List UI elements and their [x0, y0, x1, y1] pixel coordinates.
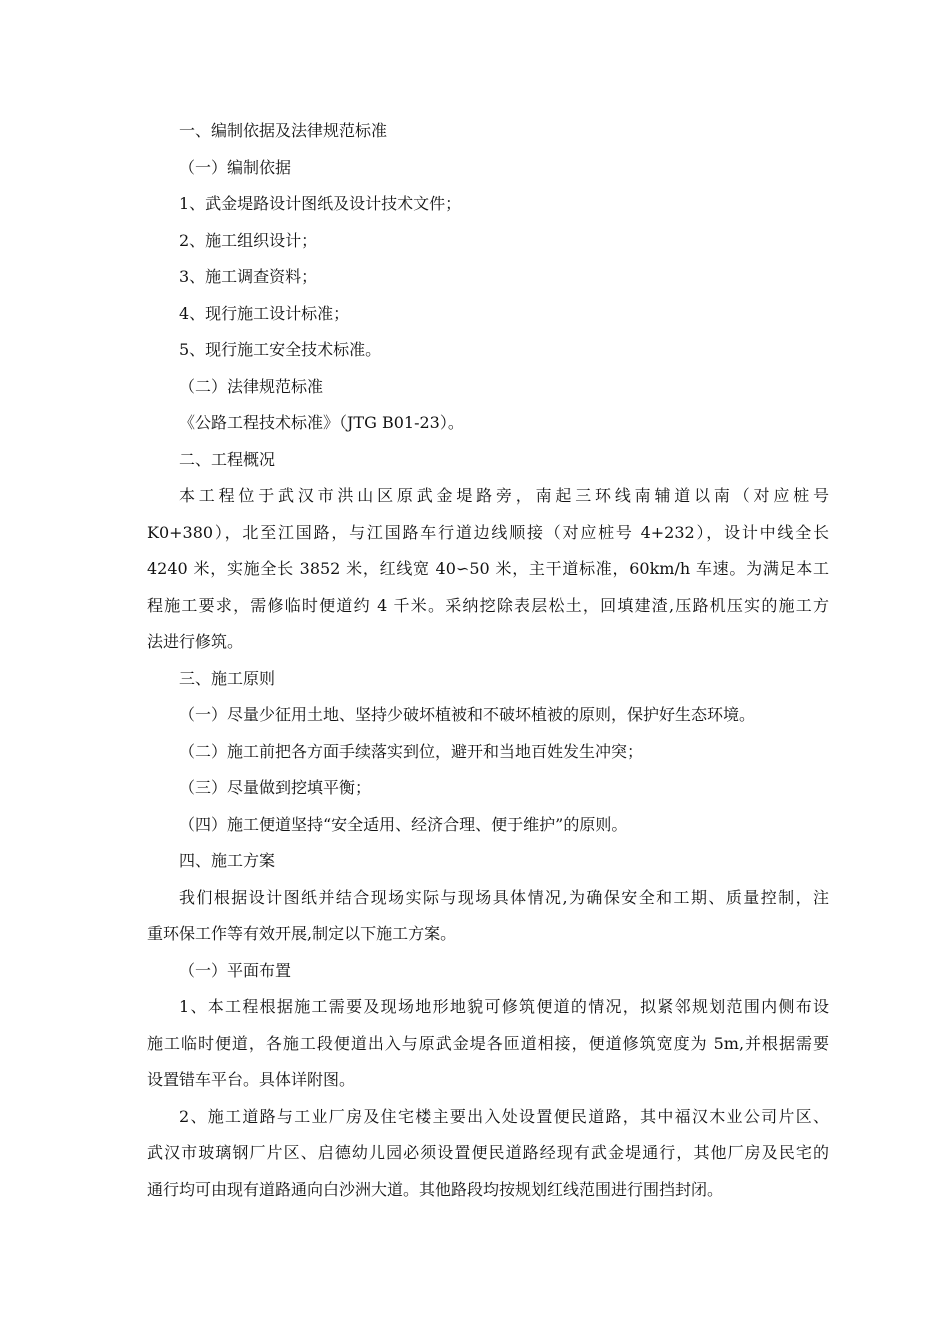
document-body	[147, 113, 829, 1208]
list-item: 5、现行施工安全技术标准。	[179, 340, 382, 359]
principle-item: （四）施工便道坚持“安全适用、经济合理、便于维护”的原则。	[179, 814, 628, 834]
paragraph-line: 本工程位于武汉市洪山区原武金堤路旁，南起三环线南辅道以南（对应桩号	[179, 486, 829, 505]
item1-paragraph	[147, 989, 829, 1099]
paragraph-line: 法进行修筑。	[147, 632, 244, 651]
paragraph-line: 4240 米，实施全长 3852 米，红线宽 40∽50 米，主干道标准，60km/h 车速。为满足本工	[147, 559, 829, 578]
paragraph-line: 1、本工程根据施工需要及现场地形地貌可修筑便道的情况，拟紧邻规划范围内侧布设	[179, 997, 829, 1016]
paragraph-line: 通行均可由现有道路通向白沙洲大道。其他路段均按规划红线范围进行围挡封闭。	[147, 1179, 724, 1199]
principle-item: （三）尽量做到挖填平衡；	[179, 778, 372, 797]
paragraph-line: 设置错车平台。具体详附图。	[147, 1070, 356, 1089]
standard-reference: 《公路工程技术标准》（JTG B01-23）。	[179, 413, 464, 432]
paragraph-line: 我们根据设计图纸并结合现场实际与现场具体情况,为确保安全和工期、质量控制，注	[179, 887, 829, 907]
paragraph-line: 2、施工道路与工业厂房及住宅楼主要出入处设置便民道路，其中福汉木业公司片区、	[179, 1106, 829, 1126]
paragraph-line: 程施工要求，需修临时便道约 4 千米。采纳挖除表层松土，回填建渣,压路机压实的施工方	[147, 595, 829, 615]
paragraph-line: K0+380），北至江国路，与江国路车行道边线顺接（对应桩号 4+232），设计中线全长	[147, 522, 829, 542]
item2-paragraph	[147, 1099, 829, 1209]
plan-paragraph	[147, 880, 829, 953]
paragraph-line: 重环保工作等有效开展,制定以下施工方案。	[147, 924, 457, 943]
subheading-legal-standards: （二）法律规范标准	[179, 376, 324, 396]
heading-construction-principles: 三、施工原则	[179, 668, 276, 688]
principle-item: （一）尽量少征用土地、坚持少破坏植被和不破坏植被的原则，保护好生态环境。	[179, 705, 756, 724]
subheading-layout: （一）平面布置	[179, 960, 292, 980]
heading-basis-and-standards: 一、编制依据及法律规范标准	[179, 121, 388, 140]
heading-construction-plan: 四、施工方案	[179, 851, 276, 870]
list-item: 2、施工组织设计；	[179, 230, 318, 250]
list-item: 4、现行施工设计标准；	[179, 303, 350, 323]
principle-item: （二）施工前把各方面手续落实到位，避开和当地百姓发生冲突；	[179, 741, 644, 761]
list-item: 1、武金堤路设计图纸及设计技术文件；	[179, 194, 462, 213]
list-item: 3、施工调查资料；	[179, 267, 318, 286]
subheading-compilation-basis: （一）编制依据	[179, 157, 292, 177]
overview-paragraph	[147, 478, 829, 661]
paragraph-line: 施工临时便道，各施工段便道出入与原武金堤各匝道相接，便道修筑宽度为 5m,并根据需要	[147, 1033, 829, 1053]
paragraph-line: 武汉市玻璃钢厂片区、启德幼儿园必须设置便民道路经现有武金堤通行，其他厂房及民宅的	[147, 1143, 829, 1162]
heading-project-overview: 二、工程概况	[179, 449, 276, 469]
